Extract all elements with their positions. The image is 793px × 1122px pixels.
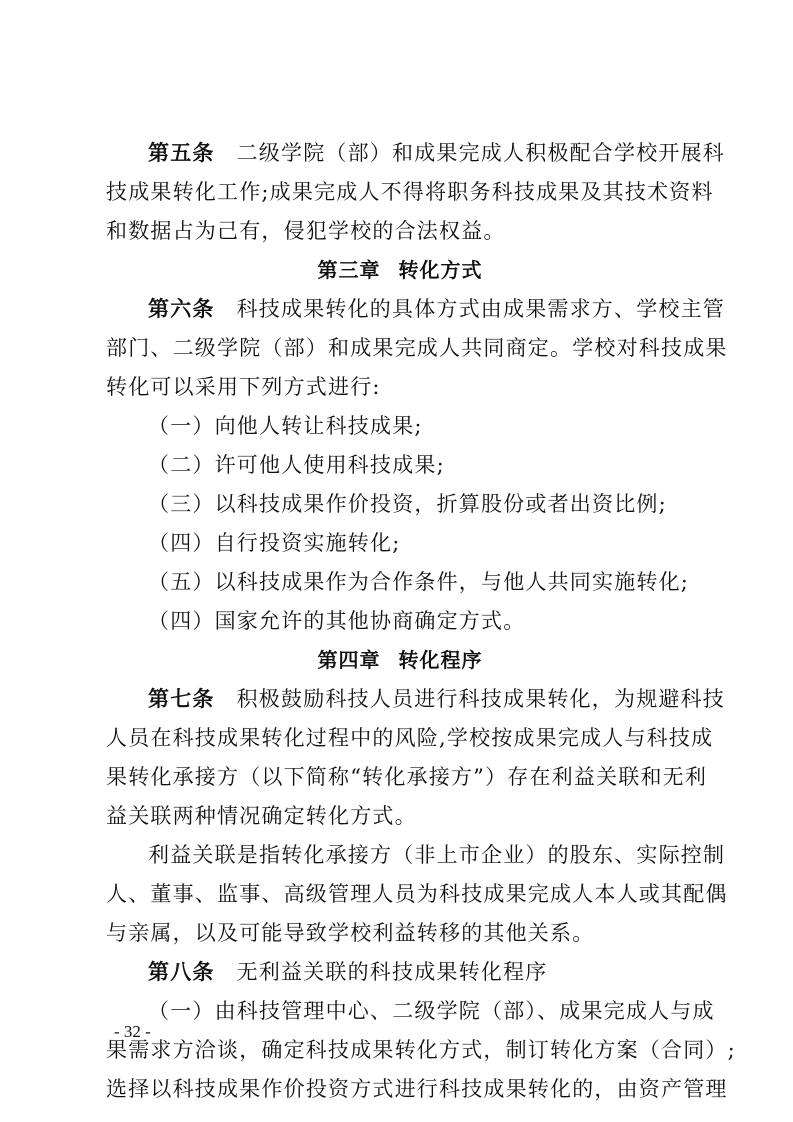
article-6-item-5: （五）以科技成果作为合作条件，与他人共同实施转化;	[148, 570, 690, 594]
chapter-4-heading	[106, 641, 694, 680]
article-7-title: 第七条	[148, 687, 215, 711]
article-5-line-2: 技成果转化工作;成果完成人不得将职务科技成果及其技术资料	[106, 180, 714, 204]
chapter-3-heading	[106, 251, 694, 290]
document-body	[106, 134, 736, 1109]
article-6-line-2: 部门、二级学院（部）和成果完成人共同商定。学校对科技成果	[106, 336, 728, 360]
article-6-line-1	[106, 290, 726, 329]
chapter-4-title: 转化程序	[398, 648, 483, 672]
article-6-item-6: （四）国家允许的其他协商确定方式。	[148, 609, 526, 633]
article-7-line-4: 益关联两种情况确定转化方式。	[106, 804, 417, 828]
article-7-line-3: 果转化承接方（以下简称“转化承接方”）存在利益关联和无利	[106, 765, 708, 789]
article-6-line-3: 转化可以采用下列方式进行:	[106, 375, 381, 399]
article-7-line-2: 人员在科技成果转化过程中的风险,学校按成果完成人与科技成	[106, 726, 714, 750]
article-8-line-1	[106, 953, 694, 992]
article-8-text-1: 无利益关联的科技成果转化程序	[236, 960, 548, 984]
article-6-item-4: （四）自行投资实施转化;	[148, 531, 401, 555]
article-5-text-1: 二级学院（部）和成果完成人积极配合学校开展科	[236, 141, 726, 165]
article-8-line-4: 选择以科技成果作价投资方式进行科技成果转化的，由资产管理	[106, 1077, 728, 1101]
chapter-3-number: 第三章	[317, 258, 381, 282]
article-6-title: 第六条	[148, 297, 215, 321]
article-5-line-1	[106, 134, 726, 173]
chapter-4-number: 第四章	[317, 648, 381, 672]
article-5-line-3: 和数据占为己有，侵犯学校的合法权益。	[106, 219, 506, 243]
page-number: - 32 -	[114, 1022, 151, 1041]
chapter-3-title: 转化方式	[398, 258, 483, 282]
article-7-para-2-line-3: 与亲属，以及可能导致学校利益转移的其他关系。	[106, 921, 595, 945]
article-6-item-2: （二）许可他人使用科技成果;	[148, 453, 445, 477]
article-6-text-1: 科技成果转化的具体方式由成果需求方、学校主管	[236, 297, 726, 321]
article-6-item-3: （三）以科技成果作价投资，折算股份或者出资比例;	[148, 492, 667, 516]
article-7-line-1	[106, 680, 726, 719]
article-7-text-1: 积极鼓励科技人员进行科技成果转化，为规避科技	[236, 687, 726, 711]
article-8-line-3: 果需求方洽谈，确定科技成果转化方式，制订转化方案（合同）;	[106, 1038, 736, 1062]
article-8-title: 第八条	[148, 960, 215, 984]
article-7-para-2-line-2: 人、董事、监事、高级管理人员为科技成果完成人本人或其配偶	[106, 882, 728, 906]
article-8-line-2: （一）由科技管理中心、二级学院（部）、成果完成人与成	[148, 999, 715, 1023]
article-5-title: 第五条	[148, 141, 215, 165]
article-7-para-2-line-1: 利益关联是指转化承接方（非上市企业）的股东、实际控制	[148, 843, 726, 867]
article-6-item-1: （一）向他人转让科技成果;	[148, 414, 423, 438]
